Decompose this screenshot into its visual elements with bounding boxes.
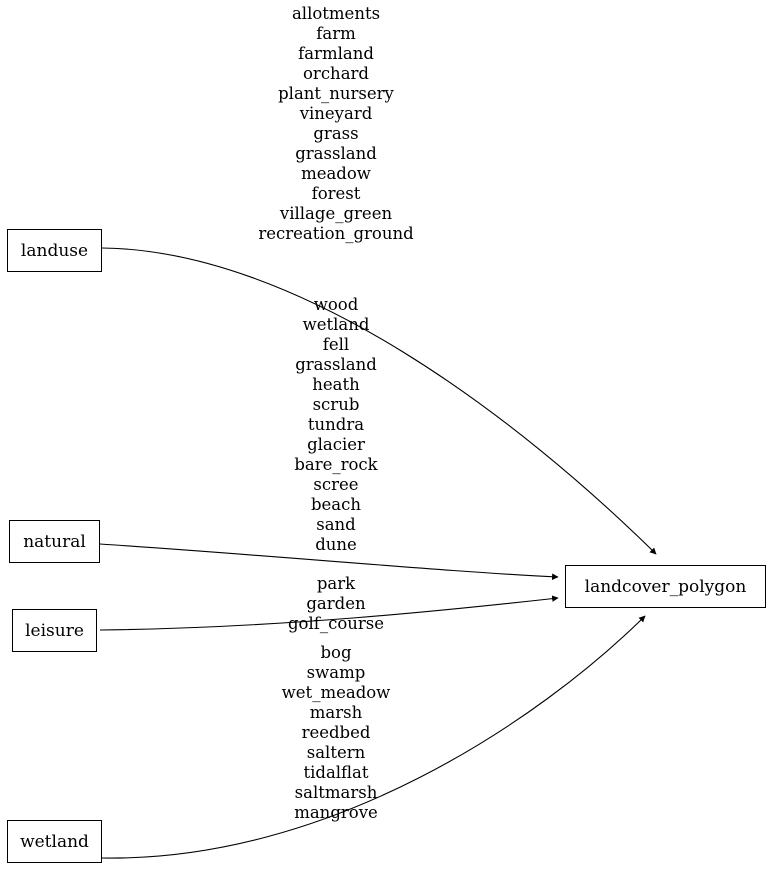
node-landcover-polygon[interactable] xyxy=(565,565,766,608)
edge-label-item: village_green xyxy=(279,204,393,223)
edge-label-item: farm xyxy=(316,24,356,43)
node-leisure-label: leisure xyxy=(25,620,84,641)
node-landuse[interactable] xyxy=(7,229,102,272)
edge-label-item: bare_rock xyxy=(294,455,378,474)
node-natural[interactable] xyxy=(9,520,100,563)
edge-label-item: marsh xyxy=(309,703,363,722)
edge-label-natural xyxy=(236,295,436,555)
node-wetland-label: wetland xyxy=(20,831,89,852)
edge-label-item: park xyxy=(316,574,356,593)
edge-label-item: tundra xyxy=(307,415,365,434)
edge-label-item: plant_nursery xyxy=(278,84,394,103)
edge-label-item: tidalflat xyxy=(303,763,369,782)
edge-label-item: glacier xyxy=(307,435,365,454)
edge-label-item: heath xyxy=(312,375,360,394)
edge-label-item: meadow xyxy=(301,164,371,183)
node-wetland[interactable] xyxy=(7,820,102,863)
edge-label-item: grassland xyxy=(295,355,377,374)
edge-label-item: wetland xyxy=(302,315,370,334)
edge-label-item: beach xyxy=(310,495,362,514)
edge-label-item: allotments xyxy=(291,4,381,23)
node-leisure[interactable] xyxy=(12,609,97,652)
edge-label-item: scrub xyxy=(312,395,360,414)
edge-label-item: farmland xyxy=(298,44,374,63)
edge-label-leisure xyxy=(236,574,436,634)
edge-label-item: scree xyxy=(313,475,359,494)
edge-label-item: vineyard xyxy=(299,104,373,123)
edge-label-item: wood xyxy=(313,295,359,314)
edge-label-item: saltmarsh xyxy=(294,783,378,802)
node-landuse-label: landuse xyxy=(20,240,89,261)
edge-label-item: garden xyxy=(306,594,366,613)
edge-label-item: dune xyxy=(315,535,357,554)
edge-label-item: saltern xyxy=(306,743,366,762)
edge-label-item: fell xyxy=(322,335,350,354)
edge-label-item: recreation_ground xyxy=(258,224,414,243)
edge-label-item: forest xyxy=(311,184,361,203)
edge-label-item: swamp xyxy=(306,663,366,682)
edge-label-item: grassland xyxy=(295,144,377,163)
edge-label-item: bog xyxy=(320,643,352,662)
edge-label-item: grass xyxy=(313,124,359,143)
edge-label-item: golf_course xyxy=(287,614,385,633)
edge-label-item: reedbed xyxy=(301,723,371,742)
edge-label-wetland xyxy=(236,643,436,823)
edge-label-item: mangrove xyxy=(294,803,378,822)
edge-label-item: orchard xyxy=(303,64,369,83)
node-natural-label: natural xyxy=(23,531,86,552)
edge-label-landuse xyxy=(236,4,436,244)
edge-label-item: wet_meadow xyxy=(281,683,391,702)
node-landcover-polygon-label: landcover_polygon xyxy=(584,576,747,597)
edge-label-item: sand xyxy=(316,515,356,534)
